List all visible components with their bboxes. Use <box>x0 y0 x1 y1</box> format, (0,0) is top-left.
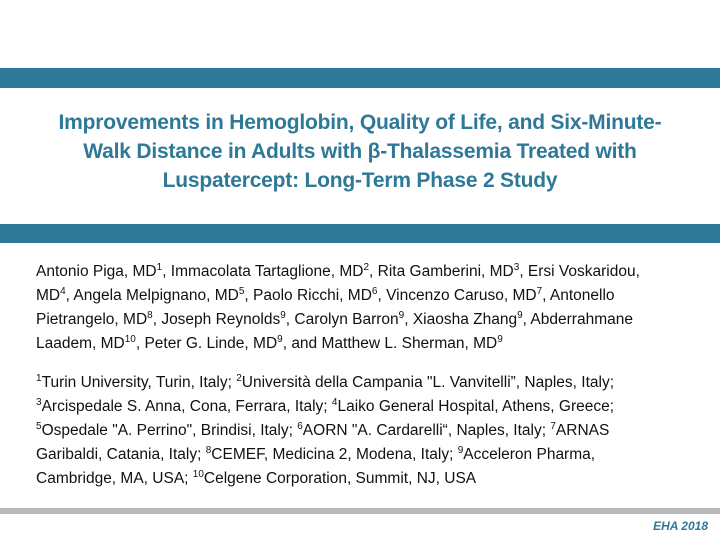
affiliation-superscript: 6 <box>371 285 378 297</box>
affiliation-number: 5 <box>36 420 42 432</box>
affiliation-superscript: 4 <box>60 285 66 297</box>
affiliation-line-4 <box>36 443 696 467</box>
affiliation-text: Celgene Corporation, Summit, NJ, USA <box>203 470 477 487</box>
author-name: , Abderrahmane <box>522 311 633 328</box>
affiliation-number: 1 <box>36 372 42 384</box>
affiliation-superscript: 9 <box>517 309 523 321</box>
author-name: , Angela Melpignano, MD <box>65 287 239 304</box>
author-name: , Paolo Ricchi, MD <box>244 287 372 304</box>
affiliation-superscript: 9 <box>398 309 405 321</box>
affiliation-line-5 <box>36 467 696 491</box>
affiliation-text: Laiko General Hospital, Athens, Greece; <box>337 398 615 415</box>
author-name: , Vincenzo Caruso, MD <box>377 287 537 304</box>
title-line-1: Improvements in Hemoglobin, Quality of Life, and Six-Minute- <box>58 111 662 134</box>
author-name: Pietrangelo, MD <box>36 311 148 328</box>
bottom-rule <box>0 508 720 514</box>
top-accent-band <box>0 68 720 88</box>
affiliation-list <box>36 371 696 491</box>
affiliation-superscript: 2 <box>363 261 370 273</box>
affiliation-number: 4 <box>331 396 338 408</box>
affiliation-superscript: 9 <box>277 333 283 345</box>
affiliation-superscript: 5 <box>238 285 245 297</box>
title-line-3: Luspatercept: Long-Term Phase 2 Study <box>162 169 558 192</box>
affiliation-superscript: 3 <box>513 261 520 273</box>
affiliation-superscript: 9 <box>280 309 286 321</box>
author-name: Antonio Piga, MD <box>36 263 157 280</box>
affiliation-text: Turin University, Turin, Italy; <box>41 374 237 391</box>
affiliation-line-1 <box>36 371 696 395</box>
footer-tag: EHA 2018 <box>653 519 708 533</box>
author-line-4 <box>36 332 696 356</box>
author-name: MD <box>36 287 61 304</box>
author-line-2 <box>36 284 696 308</box>
affiliation-text: Garibaldi, Catania, Italy; <box>36 446 206 463</box>
affiliation-text: Ospedale "A. Perrino", Brindisi, Italy; <box>41 422 298 439</box>
affiliation-line-3 <box>36 419 696 443</box>
affiliation-superscript: 9 <box>497 333 503 345</box>
middle-accent-band <box>0 224 720 243</box>
affiliation-text: Università della Campania "L. Vanvitelli”, Naples, Italy; <box>241 374 615 391</box>
affiliation-text: Arcispedale S. Anna, Cona, Ferrara, Italy; <box>41 398 332 415</box>
affiliation-superscript: 1 <box>156 261 163 273</box>
author-name: Laadem, MD <box>36 335 125 352</box>
affiliation-superscript: 8 <box>147 309 153 321</box>
affiliation-number: 2 <box>236 372 242 384</box>
affiliation-superscript: 7 <box>536 285 543 297</box>
affiliation-text: AORN "A. Cardarelli“, Naples, Italy; <box>302 422 551 439</box>
affiliation-number: 3 <box>36 396 42 408</box>
author-name: , Carolyn Barron <box>285 311 399 328</box>
author-list <box>36 260 696 356</box>
affiliation-text: CEMEF, Medicina 2, Modena, Italy; <box>211 446 458 463</box>
affiliation-text: Cambridge, MA, USA; <box>36 470 193 487</box>
author-line-1 <box>36 260 696 284</box>
affiliation-superscript: 10 <box>124 333 136 345</box>
affiliation-number: 6 <box>297 420 303 432</box>
affiliation-text: Acceleron Pharma, <box>463 446 596 463</box>
author-name: , Immacolata Tartaglione, MD <box>162 263 364 280</box>
affiliation-number: 8 <box>205 444 212 456</box>
author-name: , Xiaosha Zhang <box>404 311 518 328</box>
author-name: , and Matthew L. Sherman, MD <box>282 335 498 352</box>
affiliation-line-2 <box>36 395 696 419</box>
affiliation-text: ARNAS <box>555 422 610 439</box>
author-name: , Rita Gamberini, MD <box>369 263 514 280</box>
affiliation-number: 7 <box>550 420 556 432</box>
author-name: , Antonello <box>542 287 615 304</box>
affiliation-number: 9 <box>457 444 464 456</box>
slide-title <box>20 108 700 195</box>
affiliation-number: 10 <box>192 468 204 480</box>
author-name: , Ersi Voskaridou, <box>519 263 640 280</box>
author-line-3 <box>36 308 696 332</box>
title-line-2: Walk Distance in Adults with β-Thalassemia Treated with <box>83 140 637 163</box>
author-name: , Joseph Reynolds <box>152 311 281 328</box>
author-name: , Peter G. Linde, MD <box>135 335 278 352</box>
